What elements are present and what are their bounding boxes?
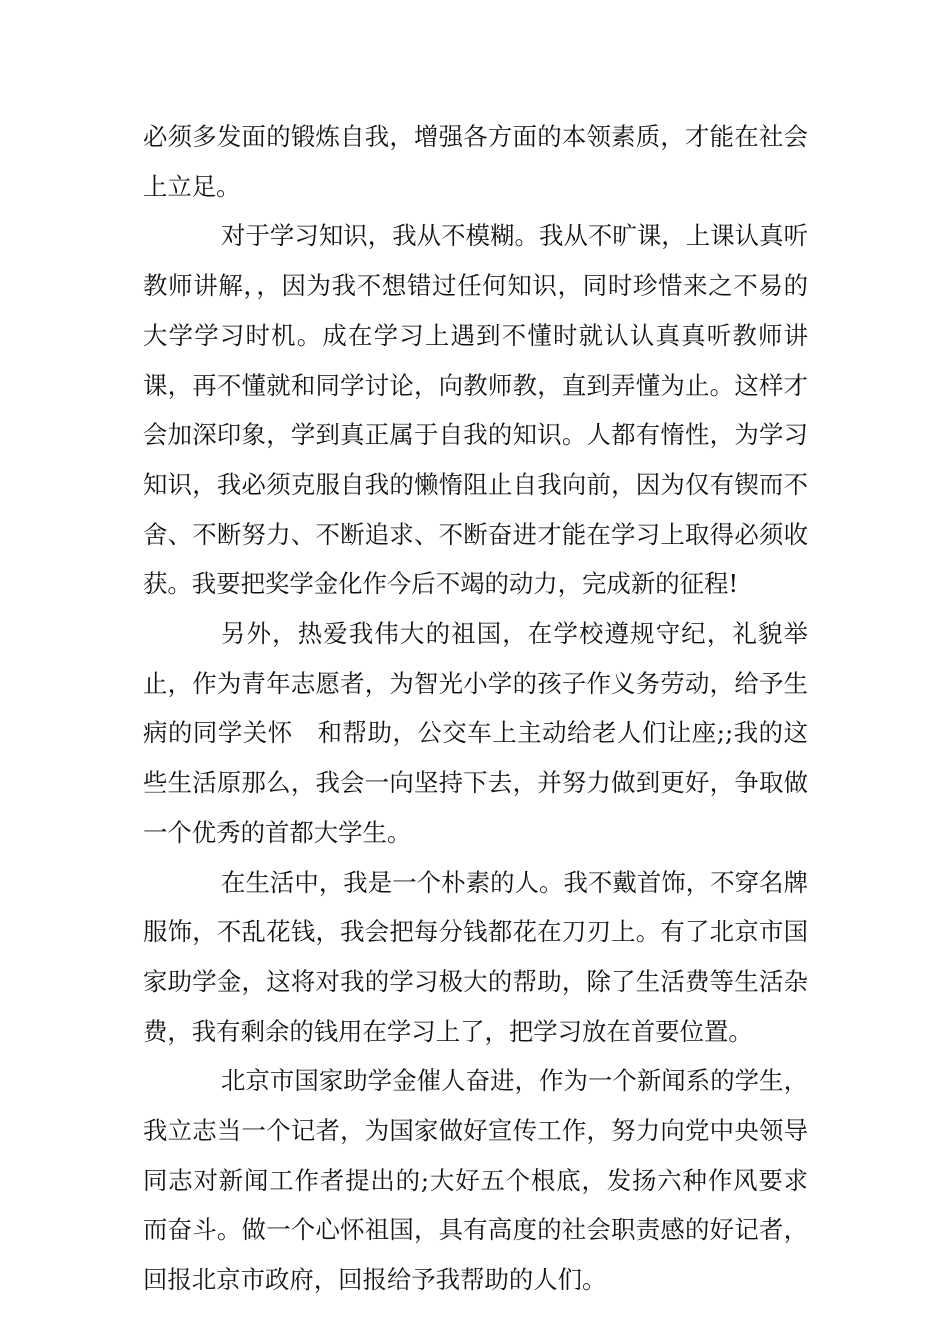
paragraph-study: 对于学习知识，我从不模糊。我从不旷课，上课认真听教师讲解，，因为我不想错过任何知识，同时珍惜来之不易的大学学习时机。成在学习上遇到不懂时就认认真真听教师讲课，再不懂就和同学讨论，向教师教，直到弄懂为止。这样才会加深印象，学到真正属于自我的知识。人都有惰性，为学习知识，我必须克服自我的懒惰阻止自我向前，因为仅有锲而不舍、不断努力、不断追求、不断奋进才能在学习上取得必须收获。我要把奖学金化作今后不竭的动力，完成新的征程! xyxy=(143,221,808,599)
paragraph-aspiration: 北京市国家助学金催人奋进，作为一个新闻系的学生，我立志当一个记者，为国家做好宣传工作，努力向党中央领导同志对新闻工作者提出的;大好五个根底，发扬六种作风要求而奋斗。做一个心怀祖国，具有高度的社会职责感的好记者，回报北京市政府，回报给予我帮助的人们。 xyxy=(143,1066,808,1295)
paragraph-continuation: 必须多发面的锻炼自我，增强各方面的本领素质，才能在社会上立足。 xyxy=(143,122,808,201)
paragraph-life: 在生活中，我是一个朴素的人。我不戴首饰，不穿名牌服饰，不乱花钱，我会把每分钱都花在刀刃上。有了北京市国家助学金，这将对我的学习极大的帮助，除了生活费等生活杂费，我有剩余的钱用在学习上了，把学习放在首要位置。 xyxy=(143,867,808,1046)
paragraph-patriotism: 另外，热爱我伟大的祖国，在学校遵规守纪，礼貌举止，作为青年志愿者，为智光小学的孩子作义务劳动，给予生病的同学关怀 和帮助，公交车上主动给老人们让座;;我的这些生活原那么，我会一向坚持下去，并努力做到更好，争取做一个优秀的首都大学生。 xyxy=(143,619,808,847)
body-text xyxy=(143,112,808,1305)
